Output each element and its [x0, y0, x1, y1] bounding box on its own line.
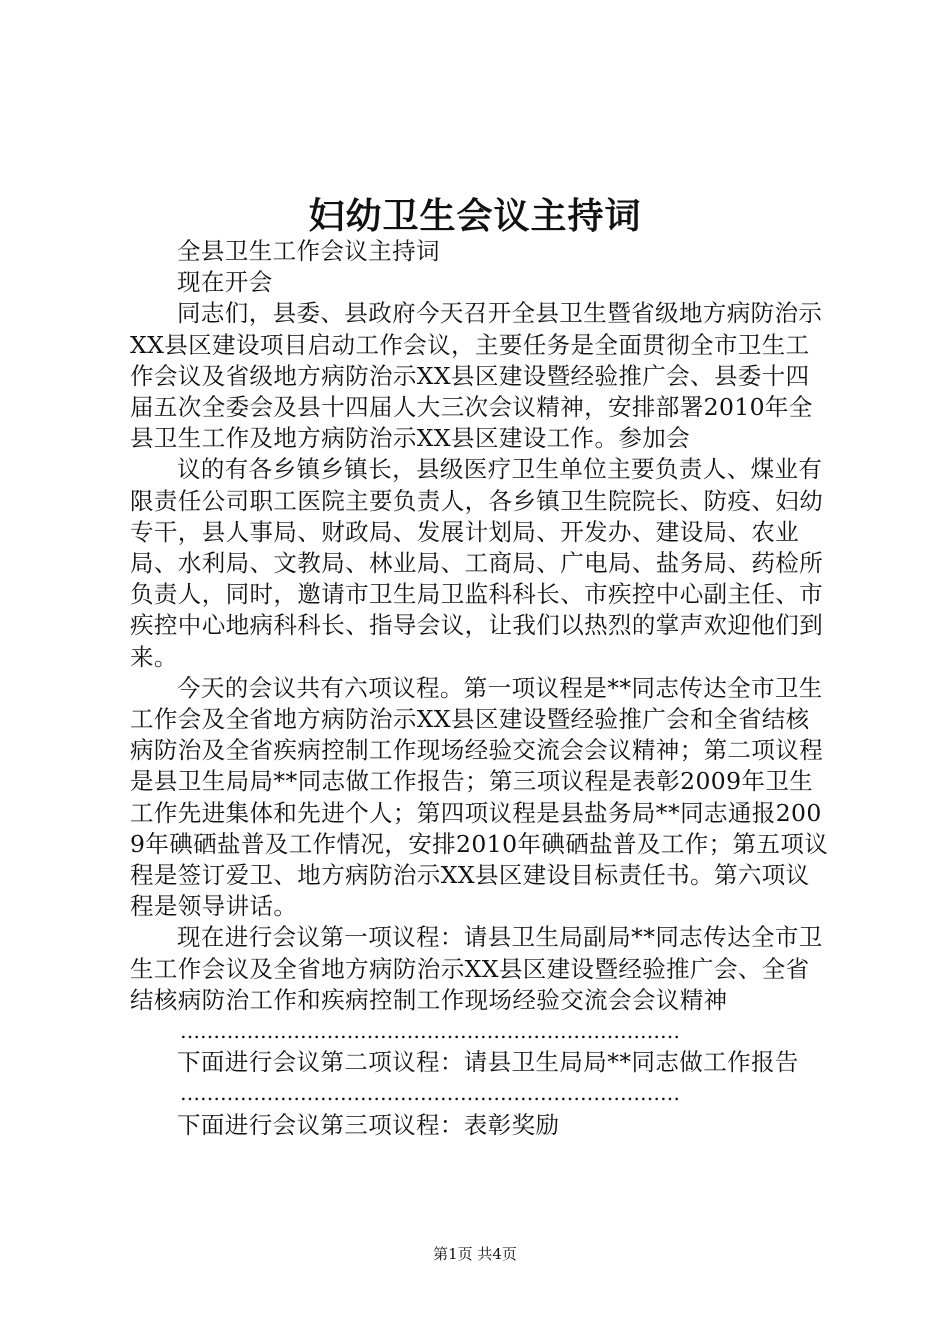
- page-footer: 第1页 共4页: [433, 1245, 517, 1263]
- document-title: 妇幼卫生会议主持词: [308, 196, 642, 237]
- ellipsis-line: …………………………………………………………………: [180, 1081, 680, 1106]
- ellipsis-line: …………………………………………………………………: [180, 1019, 680, 1044]
- paragraph-item-three: 下面进行会议第三项议程：表彰奖励: [177, 1110, 560, 1139]
- paragraph-intro: 同志们，县委、县政府今天召开全县卫生暨省级地方病防治示XX县区建设项目启动工作会议，主要任务是全面贯彻全市卫生工作会议及省级地方病防治示XX县区建设暨经验推广会、县委十四届五次全委会及县十四届人大三次会议精神，安排部署2010年全县卫生工作及地方病防治示XX县区建设工作。参加会: [130, 299, 823, 453]
- paragraph-item-one: 现在进行会议第一项议程：请县卫生局副局**同志传达全市卫生工作会议及全省地方病防治示XX县区建设暨经验推广会、全省结核病防治工作和疾病控制工作现场经验交流会会议精神: [130, 923, 823, 1014]
- paragraph-agenda: 今天的会议共有六项议程。第一项议程是**同志传达全市卫生工作会及全省地方病防治示XX县区建设暨经验推广会和全省结核病防治及全省疾病控制工作现场经验交流会会议精神；第二项议程是县卫生局局**同志做工作报告；第三项议程是表彰2009年卫生工作先进集体和先进个人；第四项议程是县盐务局**同志通报2009年碘硒盐普及工作情况，安排2010年碘硒盐普及工作；第五项议程是签订爱卫、地方病防治示XX县区建设目标责任书。第六项议程是领导讲话。: [130, 673, 829, 921]
- document-body: [130, 236, 830, 1141]
- paragraph-opening: 现在开会: [177, 268, 273, 297]
- paragraph-attendees: 议的有各乡镇乡镇长，县级医疗卫生单位主要负责人、煤业有限责任公司职工医院主要负责人，各乡镇卫生院院长、防疫、妇幼专干，县人事局、财政局、发展计划局、开发办、建设局、农业局、水利局、文教局、林业局、工商局、广电局、盐务局、药检所负责人，同时，邀请市卫生局卫监科科长、市疾控中心副主任、市疾控中心地病科科长、指导会议，让我们以热烈的掌声欢迎他们到来。: [130, 455, 824, 671]
- paragraph-item-two: 下面进行会议第二项议程：请县卫生局局**同志做工作报告: [177, 1048, 799, 1077]
- paragraph-subtitle: 全县卫生工作会议主持词: [177, 237, 440, 265]
